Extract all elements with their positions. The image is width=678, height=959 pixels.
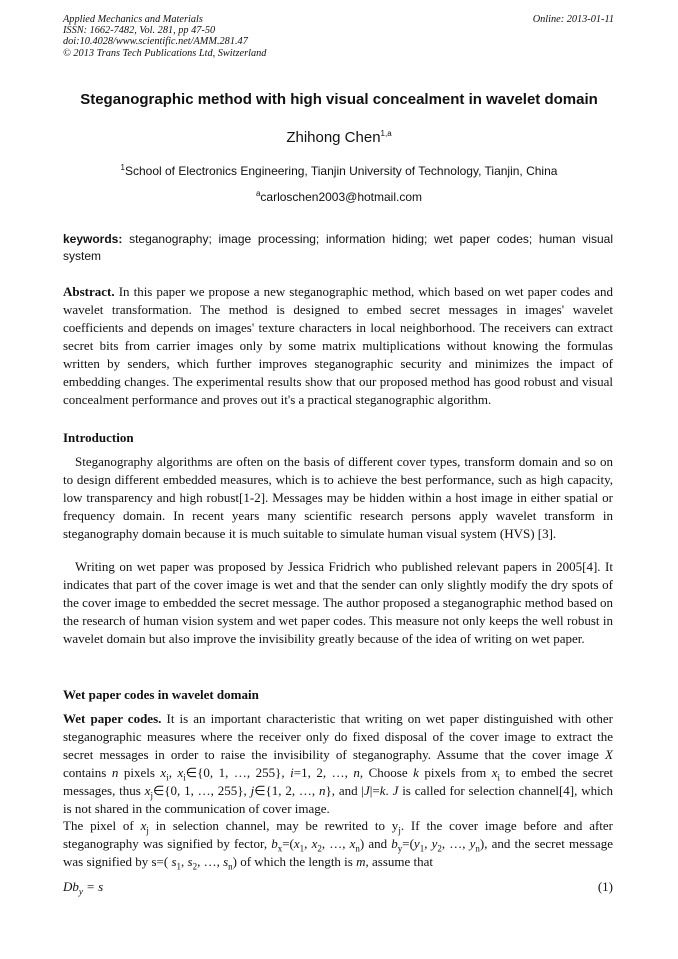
email-text: carloschen2003@hotmail.com — [260, 190, 423, 204]
keywords-text: steganography; image processing; information hiding; wet paper codes; human visual system — [63, 232, 613, 263]
abstract-text: In this paper we propose a new steganographic method, which based on wet paper codes and wavelet transformation. The method is designed to embed secret messages in images' wavelet coefficients and depends on images' texture characters in local neighborhood. The receivers can extract secret bits from carrier images only by some matrix multiplications without knowing the formulas written by senders, which further improves steganographic security and minimizes the impact of embedding changes. The experimental results show that our proposed method has good robust and visual concealment performance and proves out it's a practical steganographic algorithm. — [63, 284, 614, 407]
online-date: Online: 2013-01-11 — [532, 14, 614, 25]
keywords-label: keywords: — [63, 232, 123, 246]
abstract-label: Abstract. — [63, 284, 115, 299]
copyright-line: © 2013 Trans Tech Publications Ltd, Switzerland — [63, 47, 267, 59]
wet-paper-paragraph-1: Wet paper codes. It is an important characteristic that writing on wet paper distinguished with other steganographic measures where the receiver only do fixed disposal of the cover image to extract the secret messages in order to raise the invisibility of steganography. Assume that the cover image X contains n pixels $x_i$, $x_i\in\{0$, 1, …, 255}, i=1, 2, …, n, Choose k pixels from $x_i$ to embed the secret messages, thus $x_j\in\{0$, 1, …, 255}, j∈{1, 2, …, n}, and |J|=k. J is called for selection channel[4], which is not shared in the communication of cover image. — [63, 711, 614, 816]
author-name: Zhihong Chen — [286, 129, 381, 146]
introduction-paragraph-2: Writing on wet paper was proposed by Jessica Fridrich who published relevant papers in 2005[4]. It indicates that part of the cover image is wet and that the sender can only slightly modify the dry spots of the cover image to embedded the secret message. The author proposed a steganographic method based on the research of human vision system and wet paper codes. This measure not only keeps the well robust in wavelet domain but also improve the invisibility greatly because of the idea of writing on wet paper. — [63, 559, 613, 646]
keywords — [63, 231, 613, 265]
wet-paper-label: Wet paper codes. — [63, 711, 162, 726]
author-mark: 1,a — [380, 129, 392, 138]
introduction-heading: Introduction — [63, 430, 134, 445]
email-mark: a — [255, 189, 261, 198]
journal-header — [63, 14, 266, 59]
author-email — [0, 190, 678, 204]
wet-paper-paragraph-2: The pixel of $x_j$ in selection channel, may be rewrited to $y_j$. If the cover image before and after steganography was signified by fector, $b_x=(x_1$, $x_2$, …, $x_n$) and $b_y=(y_1$, $y_2$, …, $y_n$), and the secret message was signified by s=( $s_1$, $s_2$, …, $s_n$) of which the length is m, assume that — [63, 818, 614, 872]
equation-number: (1) — [597, 879, 613, 894]
paper-title: Steganographic method with high visual concealment in wavelet domain — [80, 91, 598, 108]
issn-line: ISSN: 1662-7482, Vol. 281, pp 47-50 — [63, 25, 216, 37]
introduction-paragraph-1: Steganography algorithms are often on the basis of different cover types, transform domain and so on to design different embedded measures, which is to achieve the best performance, such as high capacity, low transparency and high robust[1-2]. Messages may be hidden within a host image in either spatial or frequency domain. In recent years many scientific research persons apply wavelet transform in steganography domain because it is much suitable to simulate human visual system (HVS) [3]. — [63, 454, 613, 541]
affiliation-mark: 1 — [120, 163, 125, 172]
journal-name: Applied Mechanics and Materials — [63, 14, 203, 25]
doi-line: doi:10.4028/www.scientific.net/AMM.281.47 — [63, 36, 248, 48]
affiliation — [0, 164, 678, 178]
author — [0, 129, 678, 146]
abstract — [63, 283, 613, 409]
equation-1 — [63, 879, 613, 895]
affiliation-text: School of Electronics Engineering, Tianjin University of Technology, Tianjin, China — [124, 164, 558, 178]
equation-expression: $Db_y = s$ — [63, 879, 104, 897]
wet-paper-section-heading: Wet paper codes in wavelet domain — [63, 687, 259, 702]
